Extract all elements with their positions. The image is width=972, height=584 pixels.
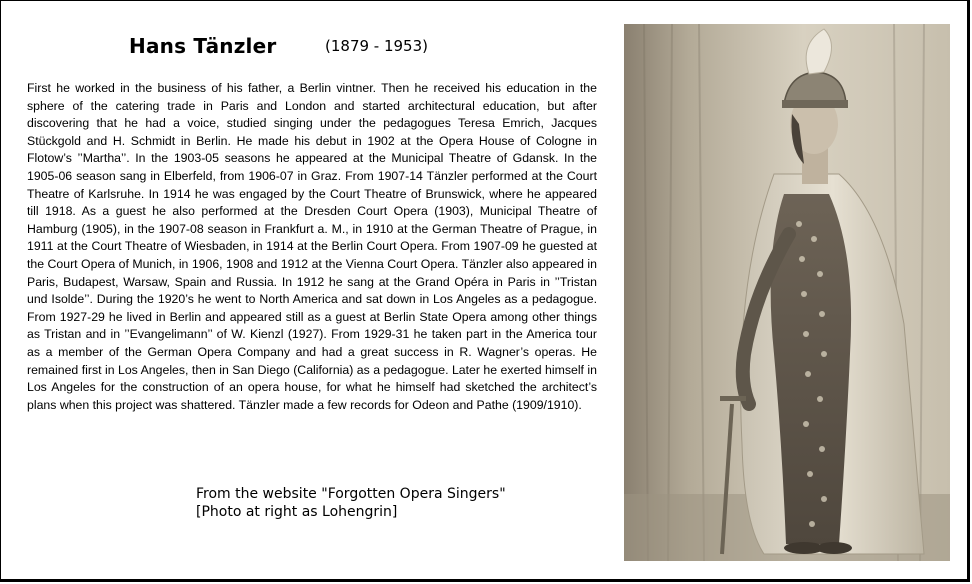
life-dates: (1879 - 1953) (325, 37, 429, 55)
portrait-photo (624, 24, 950, 561)
lohengrin-portrait-illustration (624, 24, 950, 561)
source-line: From the website "Forgotten Opera Singers" (196, 486, 506, 502)
source-note (196, 485, 506, 521)
title-row (129, 34, 429, 58)
biography-text: First he worked in the business of his father, a Berlin vintner. Then he received his education in the sphere of the catering trade in Paris and London and started architectural education, but after discovering that he had a voice, studied singing under the pedagogues Teresa Emrich, Jacques Stückgold and H. Schmidt in Berlin. He made his debut in 1902 at the Opera House of Cologne in Flotow’s ’’Martha’’. In the 1903-05 seasons he appeared at the Municipal Theatre of Gdansk. In the 1905-06 season sang in Elberfeld, from 1906-07 in Graz. From 1907-14 Tänzler performed at the Court Theatre of Karlsruhe. In 1914 he was engaged by the Court Theatre of Brunswick, where he appeared till 1918. As a guest he also performed at the Dresden Court Opera (1903), Municipal Theatre of Hamburg (1905), in the 1907-08 season in Frankfurt a. M., in 1910 at the German Theatre of Prague, in 1911 at the Court Theatre of Wiesbaden, in 1914 at the Berlin Court Opera. From 1907-09 he guested at the Court Opera of Munich, in 1906, 1908 and 1912 at the Vienna Court Opera. Tänzler also appeared in Paris, Budapest, Warsaw, Spain and Russia. In 1912 he sang at the Grand Opéra in Paris in ’’Tristan und Isolde’’. During the 1920’s he went to North America and sat down in Los Angeles as a pedagogue. From 1927-29 he lived in Berlin and appeared still as a guest at Berlin State Opera among other things as Tristan and in ’’Evangelimann’’ of W. Kienzl (1927). From 1929-31 he taken part in the America tour as a member of the German Opera Company and had a great success in R. Wagner’s operas. He remained first in Los Angeles, then in San Diego (California) as a pedagogue. Later he exerted himself in Los Angeles for the construction of an opera house, for what he himself had sketched the architect’s plans when this project was shattered. Tänzler made a few records for Odeon and Pathe (1909/1910). (27, 81, 597, 412)
photo-caption: [Photo at right as Lohengrin] (196, 504, 398, 520)
singer-name: Hans Tänzler (129, 34, 277, 58)
